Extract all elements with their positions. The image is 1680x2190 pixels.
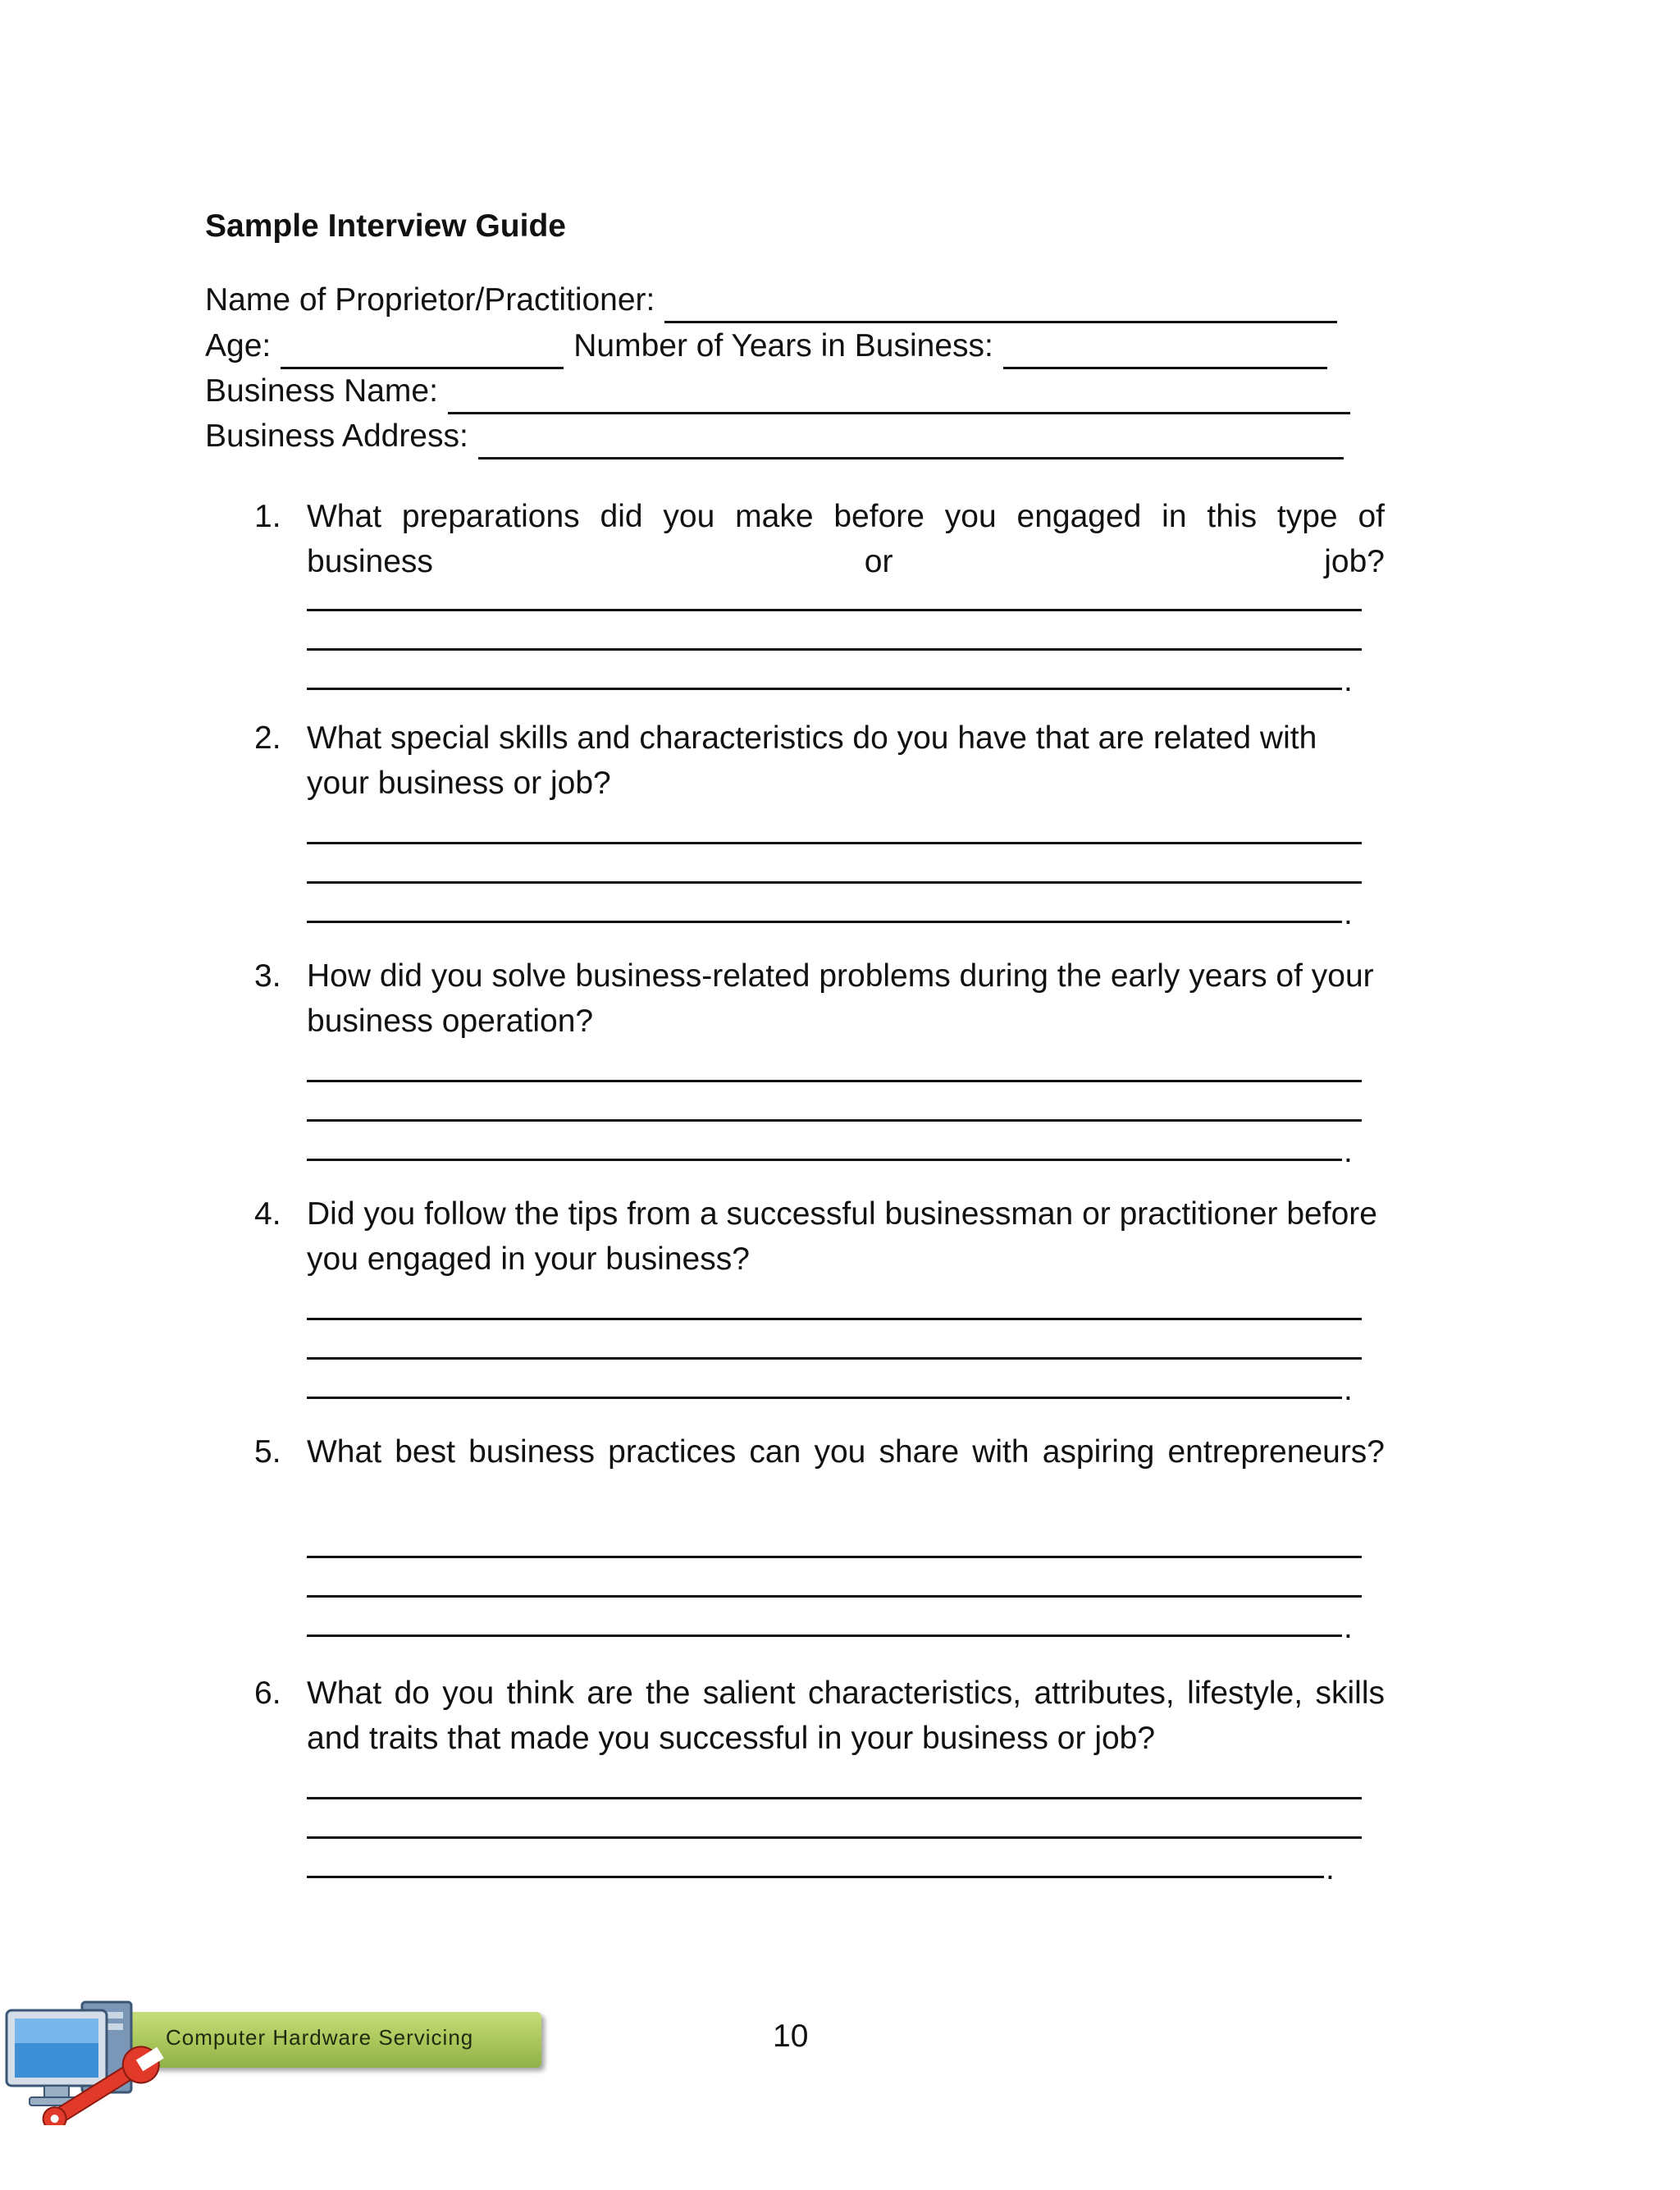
answer-end-period: . <box>1344 1372 1353 1407</box>
question-text: What special skills and characteristics do you have that are related with your business or job? <box>307 720 1317 801</box>
question-3 <box>254 953 1385 1044</box>
question-text: How did you solve business-related problems during the early years of your business operation? <box>307 958 1374 1039</box>
question-5 <box>254 1429 1385 1474</box>
computer-wrench-icon <box>0 1994 558 2125</box>
question-number: 4. <box>254 1196 281 1232</box>
answer-line[interactable] <box>307 1318 1362 1320</box>
answer-line[interactable] <box>307 1080 1362 1082</box>
footer-banner-text: Computer Hardware Servicing <box>166 2025 474 2050</box>
question-number: 1. <box>254 499 281 534</box>
question-text: What preparations did you make before you engaged in this type of business or job? <box>307 499 1385 579</box>
answer-end-period: . <box>1344 663 1353 698</box>
answer-line[interactable] <box>307 921 1342 923</box>
answer-end-period: . <box>1326 1851 1335 1886</box>
business-address-field[interactable] <box>478 427 1344 459</box>
answer-line[interactable] <box>307 1556 1362 1558</box>
answer-line[interactable] <box>307 1357 1362 1360</box>
years-in-business-field[interactable] <box>1003 337 1327 369</box>
answer-line[interactable] <box>307 1159 1342 1161</box>
proprietor-name-row <box>205 277 1337 323</box>
question-6 <box>254 1671 1385 1761</box>
years-in-business-label: Number of Years in Business: <box>573 328 993 363</box>
business-address-row <box>205 414 1344 459</box>
age-years-row <box>205 323 1327 369</box>
age-field[interactable] <box>281 337 564 369</box>
answer-line[interactable] <box>307 1119 1362 1122</box>
question-4 <box>254 1191 1385 1282</box>
answer-end-period: . <box>1344 896 1353 931</box>
answer-line[interactable] <box>307 842 1362 844</box>
answer-line[interactable] <box>307 1397 1342 1399</box>
answer-line[interactable] <box>307 1595 1362 1598</box>
age-label: Age: <box>205 328 272 363</box>
answer-line[interactable] <box>307 1836 1362 1839</box>
question-text: What do you think are the salient characteristics, attributes, lifestyle, skills and traits that made you successful in your business or job? <box>307 1676 1385 1756</box>
question-text: Did you follow the tips from a successful businessman or practitioner before you engaged in your business? <box>307 1196 1377 1277</box>
proprietor-name-label: Name of Proprietor/Practitioner: <box>205 282 655 318</box>
business-name-label: Business Name: <box>205 373 438 409</box>
answer-line[interactable] <box>307 609 1362 611</box>
question-number: 2. <box>254 720 281 756</box>
question-number: 6. <box>254 1676 281 1711</box>
question-number: 5. <box>254 1434 281 1470</box>
answer-line[interactable] <box>307 1634 1342 1637</box>
answer-end-period: . <box>1344 1134 1353 1169</box>
proprietor-name-field[interactable] <box>664 291 1337 323</box>
page-title: Sample Interview Guide <box>205 208 566 244</box>
question-1 <box>254 494 1385 584</box>
answer-line[interactable] <box>307 881 1362 884</box>
question-text: What best business practices can you share with aspiring entrepreneurs? <box>307 1434 1385 1470</box>
answer-line[interactable] <box>307 1797 1362 1799</box>
business-name-field[interactable] <box>448 382 1350 414</box>
answer-line[interactable] <box>307 688 1342 690</box>
business-address-label: Business Address: <box>205 418 468 454</box>
question-2 <box>254 716 1385 806</box>
answer-end-period: . <box>1344 1610 1353 1645</box>
question-number: 3. <box>254 958 281 994</box>
page-number: 10 <box>773 2019 809 2054</box>
answer-line[interactable] <box>307 648 1362 651</box>
answer-line[interactable] <box>307 1876 1324 1878</box>
business-name-row <box>205 368 1350 414</box>
